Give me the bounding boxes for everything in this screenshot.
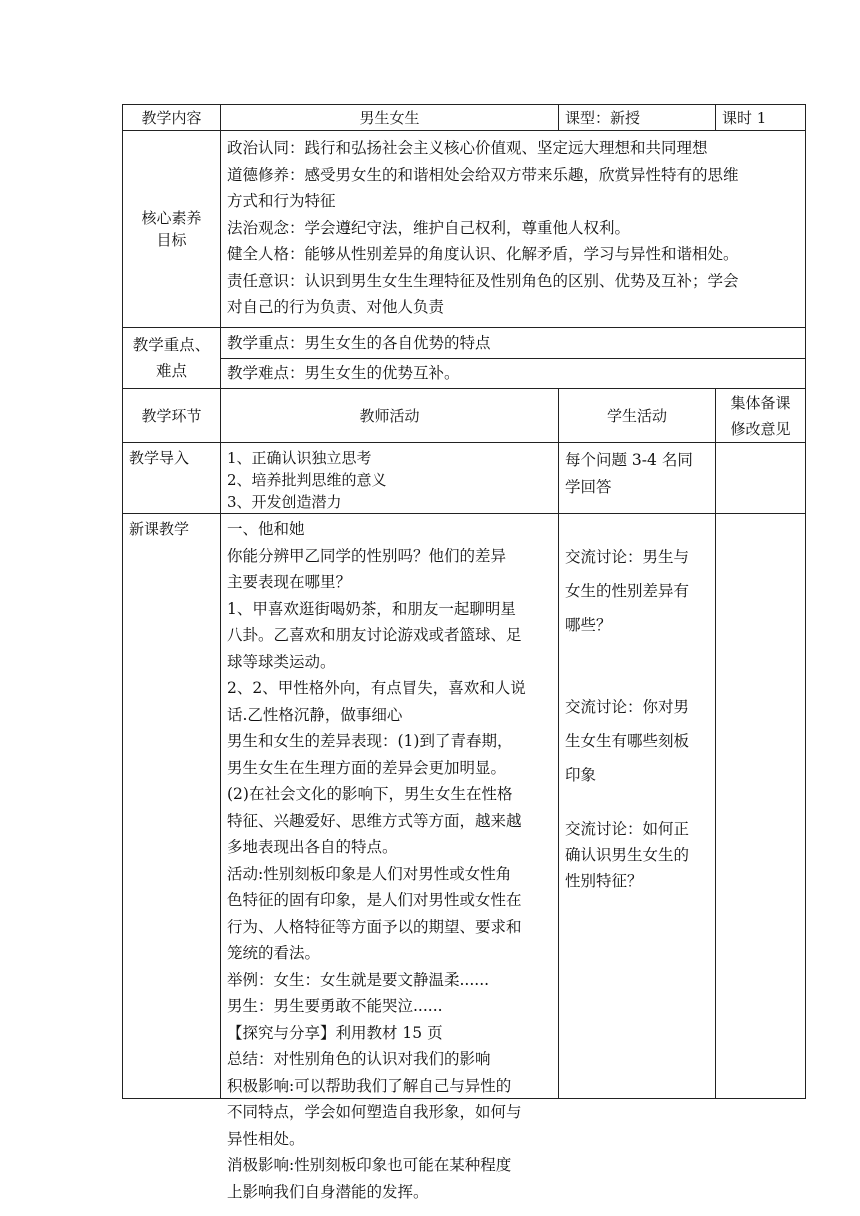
teacher-line: 1、甲喜欢逛街喝奶茶，和朋友一起聊明星 bbox=[227, 599, 516, 618]
teacher-line: 八卦。乙喜欢和朋友讨论游戏或者篮球、足 bbox=[227, 626, 522, 644]
teaching-focus: 教学重点：男生女生的各自优势的特点 bbox=[221, 328, 805, 359]
teacher-line: 一、他和她 bbox=[227, 520, 305, 538]
intro-notes bbox=[716, 443, 806, 513]
goals-label: 核心素养目标 bbox=[123, 131, 221, 327]
goals-row bbox=[123, 131, 806, 328]
teacher-line: 异性相处。 bbox=[227, 1129, 305, 1148]
teacher-line: 男生：男生要勇敢不能哭泣...... bbox=[227, 997, 443, 1015]
teacher-line: 行为、人格特征等方面予以的期望、要求和 bbox=[227, 917, 522, 936]
intro-stage: 教学导入 bbox=[123, 443, 221, 513]
student-line: 性别特征？ bbox=[565, 872, 643, 890]
intro-row bbox=[123, 443, 806, 514]
goal-line: 法治观念：学会遵纪守法，维护自己权利，尊重他人权利。 bbox=[227, 218, 631, 237]
col-stage: 教学环节 bbox=[123, 389, 221, 442]
teacher-line: 不同特点，学会如何塑造自我形象，如何与 bbox=[227, 1103, 522, 1121]
teacher-line: 积极影响:可以帮助我们了解自己与异性的 bbox=[227, 1076, 512, 1095]
new-lesson-row bbox=[123, 514, 806, 1201]
intro-teacher bbox=[221, 443, 559, 513]
student-line: 交流讨论：你对男 bbox=[565, 698, 690, 716]
periods: 课时 1 bbox=[716, 105, 806, 130]
teacher-line: 上影响我们自身潜能的发挥。 bbox=[227, 1182, 429, 1201]
teacher-line: 色特征的固有印象，是人们对男性或女性在 bbox=[227, 891, 522, 909]
new-lesson-student bbox=[559, 514, 716, 1098]
intro-teacher-line: 2、培养批判思维的意义 bbox=[227, 471, 387, 489]
new-lesson-notes bbox=[716, 514, 806, 1098]
intro-student-line: 每个问题 3-4 名同 bbox=[565, 451, 693, 469]
new-lesson-stage: 新课教学 bbox=[123, 514, 221, 1098]
student-line: 交流讨论：男生与 bbox=[565, 548, 690, 566]
teacher-line: 总结：对性别角色的认识对我们的影响 bbox=[227, 1050, 491, 1068]
key-points-label: 教学重点、难点 bbox=[123, 328, 221, 388]
goal-line: 责任意识：认识到男生女生生理特征及性别角色的区别、优势及互补；学会 bbox=[227, 271, 739, 290]
student-line: 哪些？ bbox=[565, 616, 612, 634]
teacher-line: 球等球类运动。 bbox=[227, 652, 336, 671]
teacher-line: 男生女生在生理方面的差异会更加明显。 bbox=[227, 758, 507, 777]
goal-line: 方式和行为特征 bbox=[227, 192, 336, 210]
goal-line: 健全人格：能够从性别差异的角度认识、化解矛盾，学习与异性和谐相处。 bbox=[227, 245, 739, 263]
teacher-line: 消极影响:性别刻板印象也可能在某种程度 bbox=[227, 1156, 512, 1174]
student-block bbox=[565, 690, 709, 792]
goal-line: 对自己的行为负责、对他人负责 bbox=[227, 298, 445, 316]
student-line: 女生的性别差异有 bbox=[565, 582, 690, 600]
teacher-line: 话.乙性格沉静，做事细心 bbox=[227, 705, 403, 724]
goal-line: 道德修养：感受男女生的和谐相处会给双方带来乐趣，欣赏异性特有的思维 bbox=[227, 165, 739, 184]
teacher-line: (2)在社会文化的影响下，男生女生在性格 bbox=[227, 785, 513, 803]
teacher-line: 男生和女生的差异表现：(1)到了青春期， bbox=[227, 732, 513, 750]
student-line: 生女生有哪些刻板 bbox=[565, 732, 690, 750]
student-block bbox=[565, 540, 709, 642]
lesson-type: 课型：新授 bbox=[559, 105, 716, 130]
teaching-difficulty: 教学难点：男生女生的优势互补。 bbox=[227, 364, 460, 382]
teacher-line: 举例：女生：女生就是要文静温柔...... bbox=[227, 970, 490, 989]
goals-content bbox=[221, 131, 806, 327]
teacher-line: 主要表现在哪里？ bbox=[227, 573, 352, 591]
intro-student bbox=[559, 443, 716, 513]
content-label: 教学内容 bbox=[123, 105, 221, 130]
student-block bbox=[565, 816, 709, 894]
key-points-content bbox=[221, 328, 806, 388]
new-lesson-teacher bbox=[221, 514, 559, 1201]
header-row bbox=[123, 105, 806, 131]
student-line: 交流讨论：如何正 bbox=[565, 820, 690, 838]
col-student: 学生活动 bbox=[559, 389, 716, 442]
col-notes: 集体备课修改意见 bbox=[716, 389, 806, 442]
teacher-line: 特征、兴趣爱好、思维方式等方面，越来越 bbox=[227, 811, 522, 830]
teacher-line: 多地表现出各自的特点。 bbox=[227, 838, 398, 856]
key-points-row bbox=[123, 328, 806, 389]
column-header-row bbox=[123, 389, 806, 443]
col-teacher: 教师活动 bbox=[221, 389, 559, 442]
lesson-plan-table bbox=[122, 104, 806, 1201]
intro-teacher-line: 3、开发创造潜力 bbox=[227, 493, 342, 511]
teacher-line: 你能分辨甲乙同学的性别吗？他们的差异 bbox=[227, 546, 507, 565]
content-value: 男生女生 bbox=[221, 105, 559, 130]
teacher-line: 活动:性别刻板印象是人们对男性或女性角 bbox=[227, 864, 512, 883]
student-line: 印象 bbox=[565, 766, 597, 784]
teacher-line: 笼统的看法。 bbox=[227, 944, 321, 962]
intro-student-line: 学回答 bbox=[565, 477, 612, 496]
teacher-line: 2、2、甲性格外向，有点冒失，喜欢和人说 bbox=[227, 679, 526, 697]
intro-teacher-line: 1、正确认识独立思考 bbox=[227, 449, 372, 467]
goal-line: 政治认同：践行和弘扬社会主义核心价值观、坚定远大理想和共同理想 bbox=[227, 139, 708, 157]
teacher-line: 【探究与分享】利用教材 15 页 bbox=[227, 1023, 443, 1042]
student-line: 确认识男生女生的 bbox=[565, 846, 690, 864]
